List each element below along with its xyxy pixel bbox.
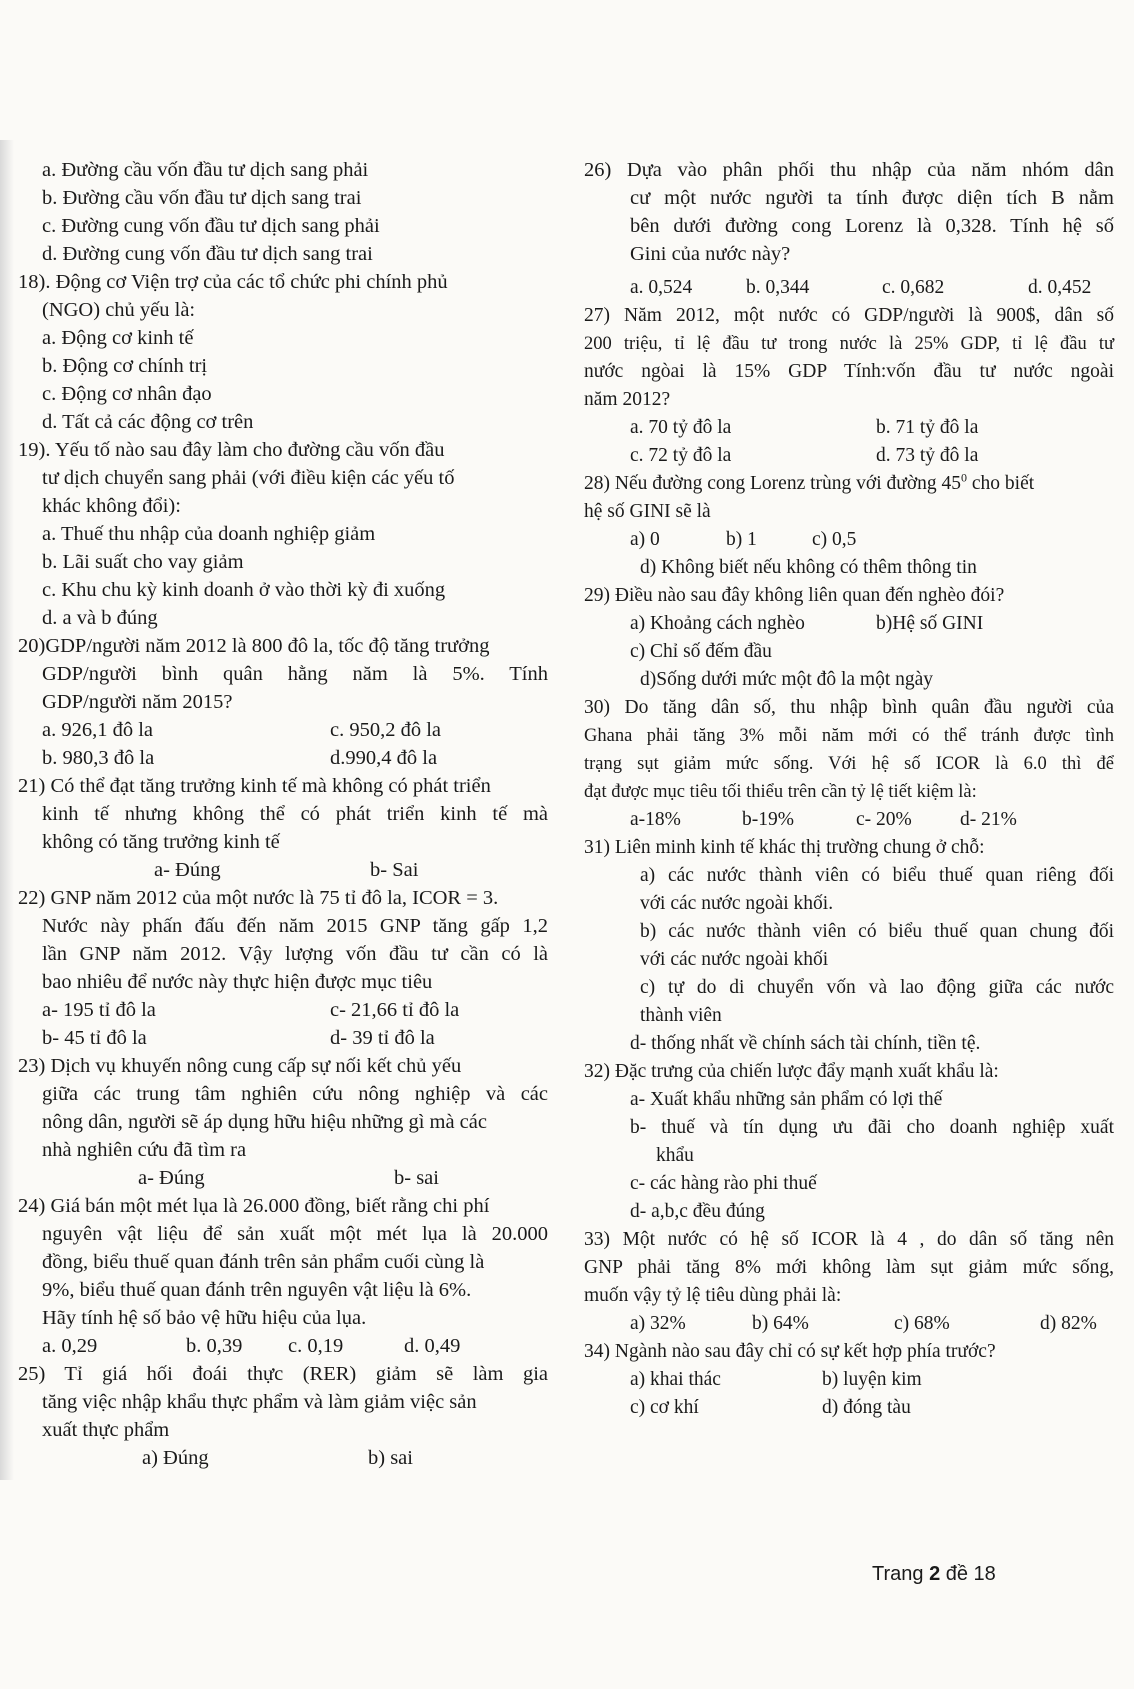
- q33-option-b: b) 64%: [752, 1313, 809, 1334]
- q34-option-d: d) đóng tàu: [822, 1397, 911, 1418]
- q24-text: Hãy tính hệ số bảo vệ hữu hiệu của lụa.: [42, 1307, 367, 1329]
- q33-text: 33) Một nước có hệ số ICOR là 4 , do dân số tăng nên: [584, 1229, 1114, 1250]
- q17-option-b: b. Đường cầu vốn đầu tư dịch sang trai: [42, 187, 362, 209]
- q33-option-d: d) 82%: [1040, 1313, 1097, 1334]
- q29-option-b: b)Hệ số GINI: [876, 613, 984, 634]
- page-footer: [872, 1563, 996, 1586]
- q28-option-d: d) Không biết nếu không có thêm thông tin: [640, 557, 977, 578]
- q19-text: khác không đổi):: [42, 495, 181, 517]
- q21-option-b: b- Sai: [370, 859, 419, 881]
- q26-option-a: a. 0,524: [630, 277, 693, 298]
- q22-text: lần GNP năm 2012. Vậy lượng vốn đầu tư cần có là: [42, 943, 548, 965]
- q18-option-b: b. Động cơ chính trị: [42, 355, 208, 377]
- q20-option-c: c. 950,2 đô la: [330, 719, 442, 741]
- q27-text: nước ngòai là 15% GDP Tính:vốn đầu tư nước ngoài: [584, 361, 1114, 382]
- q23-text: giữa các trung tâm nghiên cứu nông nghiệp và các: [42, 1083, 548, 1105]
- q32-option-c: c- các hàng rào phi thuế: [630, 1173, 817, 1194]
- page-number: 2: [929, 1563, 941, 1585]
- q19-option-a: a. Thuế thu nhập của doanh nghiệp giảm: [42, 523, 376, 545]
- q22-text: bao nhiêu để nước này thực hiện được mục tiêu: [42, 971, 433, 993]
- q33-text: muốn vậy tỷ lệ tiêu dùng phải là:: [584, 1285, 842, 1306]
- q27-text: 27) Năm 2012, một nước có GDP/người là 900$, dân số: [584, 305, 1114, 326]
- q30-text: trạng sụt giảm mức sống. Với hệ số ICOR là 6.0 thì để: [584, 754, 1114, 774]
- q17-option-c: c. Đường cung vốn đầu tư dịch sang phải: [42, 215, 380, 237]
- q22-option-b: b- 45 tỉ đô la: [42, 1027, 147, 1049]
- q33-option-a: a) 32%: [630, 1313, 686, 1334]
- q19-option-b: b. Lãi suất cho vay giảm: [42, 551, 244, 573]
- q26-text: 26) Dựa vào phân phối thu nhập của năm nhóm dân: [584, 159, 1114, 181]
- q22-option-c: c- 21,66 tỉ đô la: [330, 999, 460, 1021]
- q20-text: GDP/người bình quân hằng năm là 5%. Tính: [42, 663, 548, 685]
- q21-text: 21) Có thể đạt tăng trưởng kinh tế mà không có phát triển: [18, 775, 491, 797]
- q25-option-b: b) sai: [368, 1447, 413, 1469]
- q18-text: (NGO) chủ yếu là:: [42, 299, 196, 321]
- q32-option-d: d- a,b,c đều đúng: [630, 1201, 765, 1222]
- q18-option-c: c. Động cơ nhân đạo: [42, 383, 212, 405]
- q30-text: đạt được mục tiêu tối thiểu trên cần tỷ lệ tiết kiệm là:: [584, 782, 977, 802]
- q24-option-b: b. 0,39: [186, 1335, 243, 1357]
- q32-text: 32) Đặc trưng của chiến lược đẩy mạnh xuất khẩu là:: [584, 1061, 999, 1082]
- q32-option-b: khẩu: [656, 1145, 694, 1166]
- q32-option-b: b- thuế và tín dụng ưu đãi cho doanh nghiệp xuất: [630, 1117, 1114, 1138]
- q22-option-a: a- 195 tỉ đô la: [42, 999, 156, 1021]
- q26-option-c: c. 0,682: [882, 277, 945, 298]
- q26-text: cư một nước người ta tính được diện tích B nằm: [630, 187, 1114, 209]
- q25-text: 25) Tỉ giá hối đoái thực (RER) giảm sẽ làm gia: [18, 1363, 548, 1385]
- q22-text: Nước này phấn đấu đến năm 2015 GNP tăng gấp 1,2: [42, 915, 548, 937]
- q21-option-a: a- Đúng: [154, 859, 221, 881]
- q23-text: 23) Dịch vụ khuyến nông cung cấp sự nối kết chủ yếu: [18, 1055, 462, 1077]
- q27-text: năm 2012?: [584, 389, 671, 410]
- q31-option-d: d- thống nhất về chính sách tài chính, tiền tệ.: [630, 1033, 981, 1054]
- q30-option-c: c- 20%: [856, 809, 912, 830]
- q23-option-b: b- sai: [394, 1167, 439, 1189]
- q30-option-d: d- 21%: [960, 809, 1017, 830]
- q29-option-c: c) Chỉ số đếm đầu: [630, 641, 772, 662]
- q28-option-b: b) 1: [726, 529, 757, 550]
- q31-option-a: với các nước ngoài khối.: [640, 893, 834, 914]
- q20-option-a: a. 926,1 đô la: [42, 719, 154, 741]
- q30-text: 30) Do tăng dân số, thu nhập bình quân đầu người của: [584, 697, 1114, 718]
- q24-text: 9%, biểu thuế quan đánh trên nguyên vật liệu là 6%.: [42, 1279, 472, 1301]
- q26-option-d: d. 0,452: [1028, 277, 1092, 298]
- q24-text: 24) Giá bán một mét lụa là 26.000 đồng, biết rằng chi phí: [18, 1195, 490, 1217]
- q19-option-c: c. Khu chu kỳ kinh doanh ở vào thời kỳ đi xuống: [42, 579, 446, 601]
- q31-option-c: c) tự do di chuyển vốn và lao động giữa các nước: [640, 977, 1114, 998]
- q28-text: hệ số GINI sẽ là: [584, 501, 711, 522]
- q29-text: 29) Điều nào sau đây không liên quan đến nghèo đói?: [584, 585, 1005, 606]
- q24-option-a: a. 0,29: [42, 1335, 98, 1357]
- q19-text: 19). Yếu tố nào sau đây làm cho đường cầu vốn đầu: [18, 439, 445, 461]
- q23-option-a: a- Đúng: [138, 1167, 205, 1189]
- q26-text: Gini của nước này?: [630, 243, 791, 265]
- q29-option-a: a) Khoảng cách nghèo: [630, 613, 805, 634]
- q20-option-b: b. 980,3 đô la: [42, 747, 155, 769]
- q27-option-b: b. 71 tỷ đô la: [876, 417, 979, 438]
- q30-option-b: b-19%: [742, 809, 794, 830]
- q18-option-d: d. Tất cả các động cơ trên: [42, 411, 254, 433]
- q20-text: GDP/người năm 2015?: [42, 691, 233, 713]
- q17-option-a: a. Đường cầu vốn đầu tư dịch sang phải: [42, 159, 369, 181]
- q24-option-c: c. 0,19: [288, 1335, 344, 1357]
- q19-option-d: d. a và b đúng: [42, 607, 158, 629]
- q27-option-c: c. 72 tỷ đô la: [630, 445, 732, 466]
- q34-option-b: b) luyện kim: [822, 1369, 922, 1390]
- q24-text: đồng, biểu thuế quan đánh trên sản phẩm cuối cùng là: [42, 1251, 485, 1273]
- q26-option-b: b. 0,344: [746, 277, 810, 298]
- footer-suffix: đề 18: [940, 1563, 996, 1585]
- q29-option-d: d)Sống dưới mức một đô la một ngày: [640, 669, 934, 690]
- q24-text: nguyên vật liệu để sản xuất một mét lụa là 20.000: [42, 1223, 548, 1245]
- q33-text: GNP phải tăng 8% mới không làm sụt giảm mức sống,: [584, 1257, 1114, 1278]
- q31-option-b: với các nước ngoài khối: [640, 949, 829, 970]
- q28-option-c: c) 0,5: [812, 529, 857, 550]
- scan-edge-shadow: [0, 140, 14, 1480]
- q28-option-a: a) 0: [630, 529, 660, 550]
- q24-option-d: d. 0,49: [404, 1335, 461, 1357]
- q19-text: tư dịch chuyển sang phải (với điều kiện các yếu tố: [42, 467, 455, 489]
- q17-option-d: d. Đường cung vốn đầu tư dịch sang trai: [42, 243, 373, 265]
- q27-option-a: a. 70 tỷ đô la: [630, 417, 732, 438]
- q23-text: nông dân, người sẽ áp dụng hữu hiệu những gì mà các: [42, 1111, 487, 1133]
- q18-text: 18). Động cơ Viện trợ của các tổ chức phi chính phủ: [18, 271, 448, 293]
- q30-option-a: a-18%: [630, 809, 681, 830]
- q25-text: tăng việc nhập khẩu thực phẩm và làm giảm việc sản: [42, 1391, 477, 1413]
- q34-option-a: a) khai thác: [630, 1369, 721, 1390]
- footer-prefix: Trang: [872, 1563, 930, 1585]
- q27-text: 200 triệu, tỉ lệ đầu tư trong nước là 25% GDP, tỉ lệ đầu tư: [584, 334, 1114, 354]
- q31-option-a: a) các nước thành viên có biểu thuế quan riêng đối: [640, 865, 1114, 886]
- q31-text: 31) Liên minh kinh tế khác thị trường chung ở chỗ:: [584, 837, 985, 858]
- right-column: [584, 156, 1114, 1422]
- q34-option-c: c) cơ khí: [630, 1397, 699, 1418]
- q33-option-c: c) 68%: [894, 1313, 950, 1334]
- q26-text: bên dưới đường cong Lorenz là 0,328. Tính hệ số: [630, 215, 1114, 237]
- q18-option-a: a. Động cơ kinh tế: [42, 327, 194, 349]
- q23-text: nhà nghiên cứu đã tìm ra: [42, 1139, 247, 1161]
- q31-option-c: thành viên: [640, 1005, 722, 1026]
- q25-text: xuất thực phẩm: [42, 1419, 170, 1441]
- q22-text: 22) GNP năm 2012 của một nước là 75 tỉ đô la, ICOR = 3.: [18, 887, 499, 909]
- q22-option-d: d- 39 tỉ đô la: [330, 1027, 435, 1049]
- q31-option-b: b) các nước thành viên có biểu thuế quan chung đối: [640, 921, 1114, 942]
- q27-option-d: d. 73 tỷ đô la: [876, 445, 979, 466]
- q21-text: không có tăng trưởng kinh tế: [42, 831, 280, 853]
- left-column: [18, 156, 548, 1472]
- q21-text: kinh tế nhưng không thể có phát triển kinh tế mà: [42, 803, 548, 825]
- q25-option-a: a) Đúng: [142, 1447, 209, 1469]
- q30-text: Ghana phải tăng 3% mỗi năm mới có thể tránh được tình: [584, 726, 1114, 746]
- q34-text: 34) Ngành nào sau đây chỉ có sự kết hợp phía trước?: [584, 1341, 996, 1362]
- q32-option-a: a- Xuất khẩu những sản phẩm có lợi thế: [630, 1089, 943, 1110]
- q20-text: 20)GDP/người năm 2012 là 800 đô la, tốc độ tăng trưởng: [18, 635, 490, 657]
- q20-option-d: d.990,4 đô la: [330, 747, 438, 769]
- q28-text: 28) Nếu đường cong Lorenz trùng với đường $45^0$ cho biết: [584, 470, 1035, 494]
